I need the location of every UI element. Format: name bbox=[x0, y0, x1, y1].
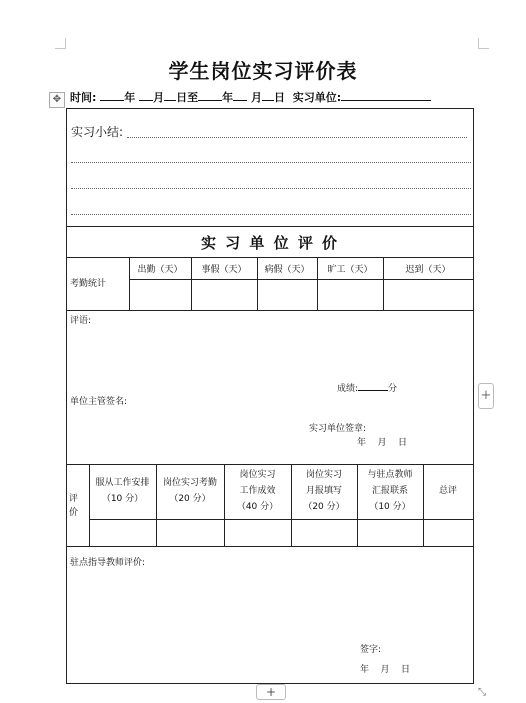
eval-col-obey-line2: （10 分） bbox=[101, 494, 144, 504]
attendance-col-sick-leave: 病假（天） bbox=[264, 265, 310, 275]
score-unit: 分 bbox=[388, 384, 398, 394]
eval-col-effect bbox=[224, 467, 291, 515]
eval-col-attendance bbox=[156, 475, 224, 507]
attendance-col-present: 出勤（天） bbox=[137, 265, 183, 275]
teacher-eval-label: 驻点指导教师评价: bbox=[70, 558, 146, 568]
eval-col-contact-line2: 汇报联系 bbox=[371, 486, 408, 496]
attendance-col-absent: 旷工（天） bbox=[327, 265, 373, 275]
plus-icon[interactable]: + bbox=[256, 684, 286, 700]
eval-col-report-line3: （20 分） bbox=[303, 502, 345, 512]
move-arrows-icon[interactable]: ✥ bbox=[49, 92, 65, 108]
attendance-col-personal-leave: 事假（天） bbox=[201, 265, 247, 275]
day-blank-2[interactable] bbox=[262, 89, 274, 101]
attendance-label: 考勤统计 bbox=[70, 279, 107, 289]
eval-col-attendance-line1: 岗位实习考勤 bbox=[162, 478, 217, 488]
eval-col-contact bbox=[357, 467, 423, 515]
teacher-date bbox=[360, 662, 410, 675]
crop-mark-top-right bbox=[478, 38, 489, 49]
summary-line-4[interactable] bbox=[71, 214, 471, 215]
year-label-1: 年 bbox=[124, 91, 136, 104]
month-label-2: 月 bbox=[250, 91, 262, 104]
divider bbox=[89, 519, 473, 520]
date-month: 月 bbox=[377, 438, 387, 448]
date-day: 日 bbox=[397, 438, 407, 448]
date-day: 日 bbox=[400, 665, 410, 675]
unit-eval-title: 实 习 单 位 评 价 bbox=[200, 234, 340, 252]
time-label: 时间: bbox=[70, 91, 97, 104]
date-month: 月 bbox=[380, 665, 390, 675]
summary-line-3[interactable] bbox=[71, 188, 471, 189]
summary-line-2[interactable] bbox=[71, 162, 471, 163]
eval-col-contact-line3: （10 分） bbox=[369, 502, 411, 512]
year-label-2: 年 bbox=[222, 91, 234, 104]
date-year: 年 bbox=[357, 438, 367, 448]
attendance-col-late: 迟到（天） bbox=[405, 265, 451, 275]
teacher-sign-label: 签字: bbox=[360, 645, 382, 655]
eval-col-effect-line3: （40 分） bbox=[236, 502, 279, 512]
eval-col-report-line2: 月报填写 bbox=[305, 486, 342, 496]
divider bbox=[67, 464, 473, 465]
time-line bbox=[70, 89, 431, 105]
eval-col-contact-line1: 与驻点教师 bbox=[367, 470, 413, 480]
unit-label: 实习单位: bbox=[292, 91, 342, 104]
summary-label: 实习小结: bbox=[71, 125, 124, 139]
unit-date bbox=[357, 435, 407, 448]
month-blank-1[interactable] bbox=[139, 89, 153, 101]
eval-col-report-line1: 岗位实习 bbox=[305, 470, 342, 480]
unit-seal-label: 实习单位签章: bbox=[309, 424, 367, 434]
divider bbox=[67, 310, 473, 311]
month-blank-2[interactable] bbox=[233, 89, 247, 101]
divider bbox=[67, 226, 473, 227]
eval-col-attendance-line2: （20 分） bbox=[169, 494, 211, 504]
day-to-label: 日至 bbox=[176, 91, 199, 104]
divider bbox=[67, 257, 473, 258]
score-blank[interactable] bbox=[358, 381, 388, 391]
month-label-1: 月 bbox=[153, 91, 165, 104]
eval-col-report bbox=[291, 467, 357, 515]
year-blank-2[interactable] bbox=[198, 89, 222, 101]
divider bbox=[423, 464, 424, 546]
eval-col-obey-line1: 服从工作安排 bbox=[95, 478, 150, 488]
supervisor-sign-label: 单位主管签名: bbox=[70, 397, 128, 407]
date-year: 年 bbox=[360, 665, 370, 675]
plus-icon[interactable]: + bbox=[478, 383, 494, 409]
summary-line-1[interactable] bbox=[127, 137, 467, 138]
day-label-2: 日 bbox=[273, 91, 285, 104]
divider bbox=[129, 279, 473, 280]
eval-col-effect-line2: 工作成效 bbox=[239, 486, 276, 496]
document-title: 学生岗位实习评价表 bbox=[168, 59, 358, 83]
eval-row-label: 评价 bbox=[69, 494, 79, 518]
eval-col-effect-line1: 岗位实习 bbox=[239, 470, 276, 480]
year-blank-1[interactable] bbox=[100, 89, 124, 101]
score-line bbox=[337, 381, 397, 394]
unit-blank[interactable] bbox=[341, 89, 431, 101]
comment-label: 评语: bbox=[70, 316, 92, 326]
eval-col-total bbox=[423, 483, 473, 499]
evaluation-form-table bbox=[66, 108, 474, 684]
resize-diagonal-icon[interactable]: ⤡ bbox=[478, 687, 486, 698]
eval-col-obey bbox=[89, 475, 156, 507]
day-blank-1[interactable] bbox=[164, 89, 176, 101]
score-label: 成绩: bbox=[337, 384, 359, 394]
crop-mark-top-left bbox=[55, 38, 66, 49]
eval-col-total-line1: 总评 bbox=[438, 486, 457, 496]
divider bbox=[67, 546, 473, 547]
